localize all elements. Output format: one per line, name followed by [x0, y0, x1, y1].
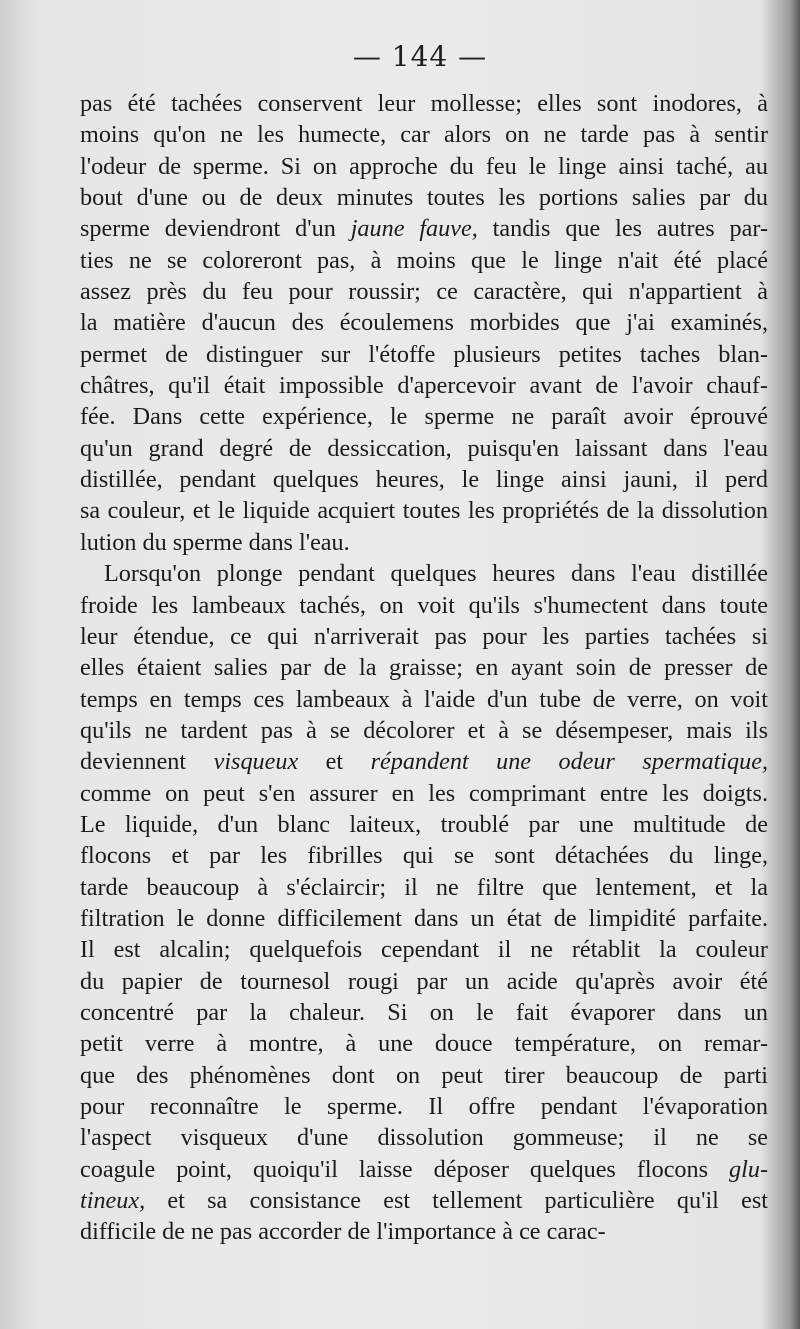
text-line: Lorsqu'on plonge pendant quelques heures dans l'eau distillée [104, 560, 768, 588]
text-line: bout d'une ou de deux minutes toutes les portions salies par du [80, 184, 768, 212]
text-line: lution du sperme dans l'eau. [80, 528, 350, 556]
text-line [80, 1185, 768, 1216]
italic-text: jaune fauve, [350, 215, 478, 243]
italic-text: tineux, [80, 1187, 146, 1215]
text-line: temps en temps ces lambeaux à l'aide d'un tube de verre, on voit [80, 685, 768, 713]
text-line: sa couleur, et le liquide acquiert toutes les propriétés de la dissolution [80, 497, 768, 525]
text-line: Il est alcalin; quelquefois cependant il ne rétablit la couleur [80, 936, 768, 964]
italic-text: répandent une odeur spermatique, [370, 748, 768, 776]
text-segment: et sa consistance est tellement particulière qu'il est [145, 1187, 768, 1215]
text-line: l'odeur de sperme. Si on approche du feu le linge ainsi taché, au [80, 152, 768, 180]
text-line: assez près du feu pour roussir; ce caractère, qui n'appartient à [80, 278, 768, 306]
italic-text: visqueux [213, 748, 299, 776]
text-line: qu'ils ne tardent pas à se décolorer et à se désempeser, mais ils [80, 716, 768, 744]
text-line: froide les lambeaux tachés, on voit qu'ils s'humectent dans toute [80, 591, 768, 619]
text-line: qu'un grand degré de dessiccation, puisqu'en laissant dans l'eau [80, 434, 768, 462]
text-line: flocons et par les fibrilles qui se sont détachées du linge, [80, 842, 768, 870]
text-line: la matière d'aucun des écoulemens morbides que j'ai examinés, [80, 309, 768, 337]
text-line: que des phénomènes dont on peut tirer beaucoup de parti [80, 1061, 768, 1089]
text-line [80, 213, 768, 244]
text-segment: et [298, 748, 371, 776]
text-line: elles étaient salies par de la graisse; en ayant soin de presser de [80, 654, 768, 682]
text-line: filtration le donne difficilement dans un état de limpidité parfaite. [80, 904, 768, 932]
body-text [80, 88, 768, 1248]
text-segment: tandis que les autres par- [477, 215, 769, 243]
text-segment: deviennent [80, 748, 214, 776]
text-line: tarde beaucoup à s'éclaircir; il ne filtre que lentement, et la [80, 873, 768, 901]
italic-text: glu- [729, 1155, 768, 1183]
text-line: ties ne se coloreront pas, à moins que le linge n'ait été placé [80, 246, 768, 274]
text-line: fée. Dans cette expérience, le sperme ne paraît avoir éprouvé [80, 403, 768, 431]
text-line: concentré par la chaleur. Si on le fait évaporer dans un [80, 998, 768, 1026]
text-segment: coagule point, quoiqu'il laisse déposer quelques flocons [80, 1155, 730, 1183]
text-line: distillée, pendant quelques heures, le linge ainsi jauni, il perd [80, 466, 768, 494]
text-line: difficile de ne pas accorder de l'importance à ce carac- [80, 1218, 606, 1246]
text-line: moins qu'on ne les humecte, car alors on ne tarde pas à sentir [80, 121, 768, 149]
text-line: pas été tachées conservent leur mollesse; elles sont inodores, à [80, 90, 768, 117]
text-segment: sperme deviendront d'un [80, 215, 351, 243]
text-line [80, 1154, 768, 1185]
text-line: petit verre à montre, à une douce température, on remar- [80, 1030, 768, 1058]
text-line: châtres, qu'il était impossible d'apercevoir avant de l'avoir chauf- [80, 372, 768, 400]
text-line: l'aspect visqueux d'une dissolution gommeuse; il ne se [80, 1124, 768, 1152]
text-line: pour reconnaître le sperme. Il offre pendant l'évaporation [80, 1093, 768, 1120]
text-line: permet de distinguer sur l'étoffe plusieurs petites taches blan- [80, 340, 768, 368]
text-line [80, 746, 768, 777]
text-line: Le liquide, d'un blanc laiteux, troublé par une multitude de [80, 810, 768, 838]
text-line: comme on peut s'en assurer en les comprimant entre les doigts. [80, 779, 768, 807]
text-line: du papier de tournesol rougi par un acide qu'après avoir été [80, 967, 768, 995]
page-number: — 144 — [352, 40, 488, 73]
text-line: leur étendue, ce qui n'arriverait pas pour les parties tachées si [80, 622, 768, 650]
